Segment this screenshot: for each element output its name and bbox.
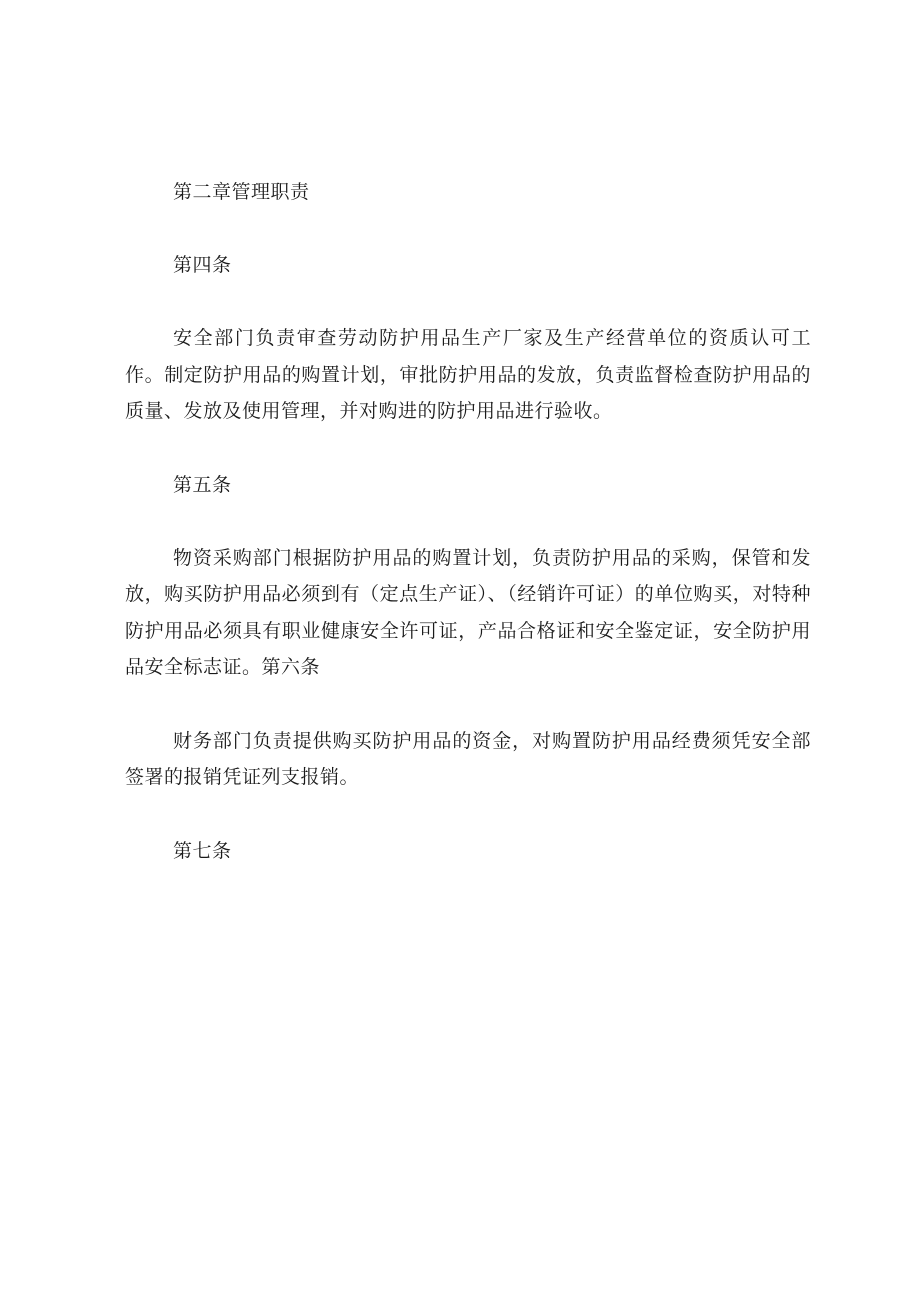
document-body <box>125 174 811 869</box>
article-5-text: 物资采购部门根据防护用品的购置计划，负责防护用品的采购，保管和发放，购买防护用品必须到有（定点生产证）、（经销许可证）的单位购买，对特种防护用品必须具有职业健康安全许可证，产品合格证和安全鉴定证，安全防护用品安全标志证。第六条 <box>125 546 811 678</box>
article-4-text: 安全部门负责审查劳动防护用品生产厂家及生产经营单位的资质认可工作。制定防护用品的购置计划，审批防护用品的发放，负责监督检查防护用品的质量、发放及使用管理，并对购进的防护用品进行验收。 <box>125 327 811 422</box>
article-4-title: 第四条 <box>173 254 232 276</box>
article-5-title: 第五条 <box>173 473 232 496</box>
article-6-text: 财务部门负责提供购买防护用品的资金，对购置防护用品经费须凭安全部签署的报销凭证列支报销。 <box>125 729 811 788</box>
article-7-title: 第七条 <box>173 839 232 862</box>
chapter-title: 第二章管理职责 <box>173 181 310 203</box>
